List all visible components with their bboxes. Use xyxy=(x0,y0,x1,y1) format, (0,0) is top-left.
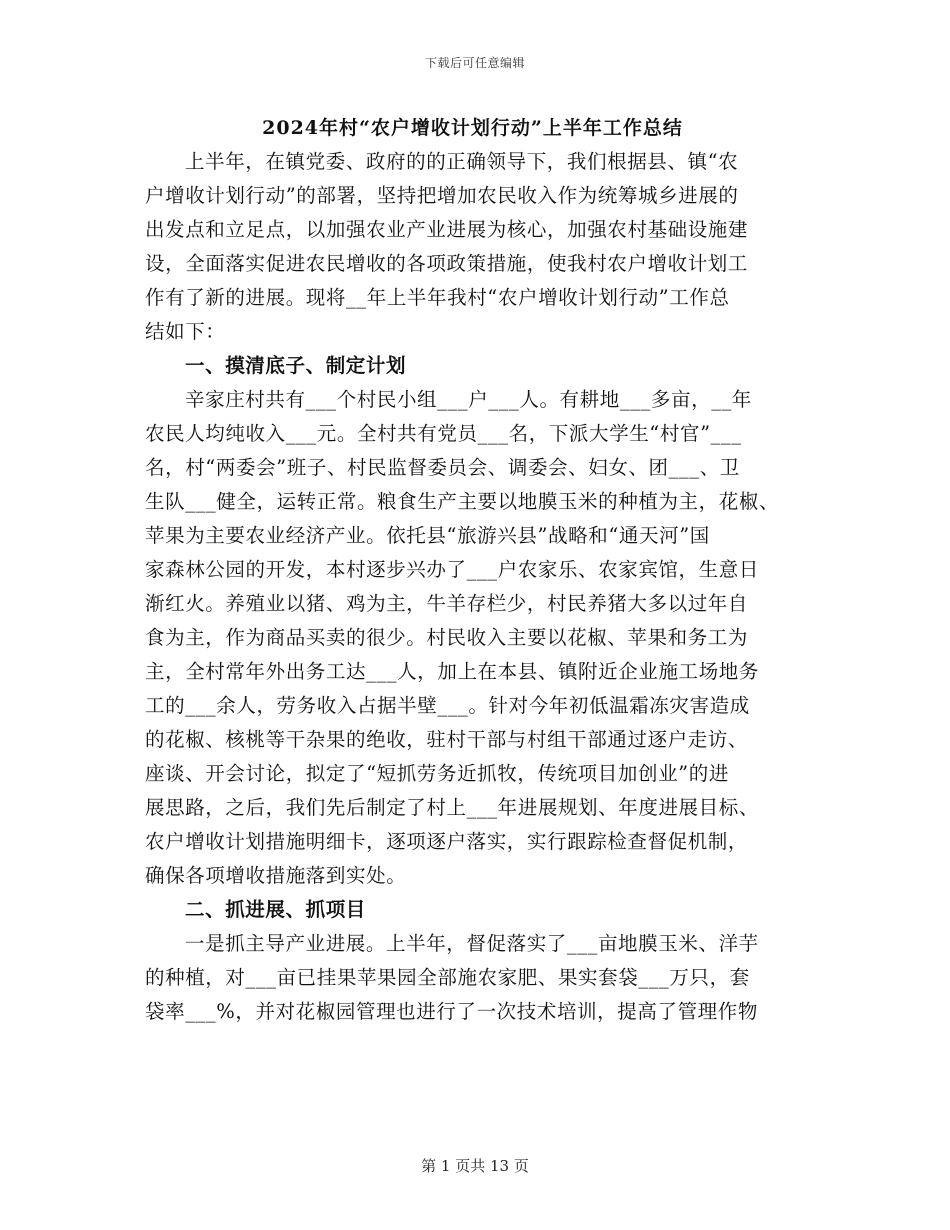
text-line: 结如下： xyxy=(145,320,226,343)
text-line: 设，全面落实促进农民增收的各项政策措施，使我村农户增收计划工 xyxy=(145,252,749,275)
text-line: 确保各项增收措施落到实处。 xyxy=(145,864,407,887)
section-2-heading xyxy=(145,893,815,927)
text-line: 渐红火。养殖业以猪、鸡为主，牛羊存栏少，村民养猪大多以过年自 xyxy=(145,592,749,615)
page-header-note: 下载后可任意编辑 xyxy=(424,56,525,70)
text-line: 上半年，在镇党委、政府的的正确领导下，我们根据县、镇“农 xyxy=(185,150,739,173)
text-line: 作有了新的进展。现将__年上半年我村“农户增收计划行动”工作总 xyxy=(145,286,730,309)
document-body xyxy=(145,145,815,1029)
text-line: 工的___余人，劳务收入占据半壁___。针对今年初低温霜冻灾害造成 xyxy=(145,694,750,717)
text-line: 户增收计划行动”的部署，坚持把增加农民收入作为统筹城乡进展的 xyxy=(145,184,739,207)
page-number: 第 1 页共 13 页 xyxy=(421,1157,529,1175)
text-line: 农户增收计划措施明细卡，逐项逐户落实，实行跟踪检查督促机制， xyxy=(145,830,749,853)
section-heading: 一、摸清底子、制定计划 xyxy=(185,354,407,377)
text-line: 座谈、开会讨论，拟定了“短抓劳务近抓牧，传统项目加创业”的进 xyxy=(145,762,729,785)
text-line: 展思路，之后，我们先后制定了村上___年进展规划、年度进展目标、 xyxy=(145,796,759,819)
intro-paragraph xyxy=(145,145,815,349)
section-heading: 二、抓进展、抓项目 xyxy=(185,898,366,921)
section-1-heading xyxy=(145,349,815,383)
text-line: 名，村“两委会”班子、村民监督委员会、调委会、妇女、团___、卫 xyxy=(145,456,740,479)
text-line: 农民人均纯收入___元。全村共有党员___名，下派大学生“村官”___ xyxy=(145,422,742,445)
section-1-paragraph xyxy=(145,383,815,893)
text-line: 一是抓主导产业进展。上半年，督促落实了___亩地膜玉米、洋芋 xyxy=(185,932,759,955)
text-line: 的种植，对___亩已挂果苹果园全部施农家肥、果实套袋___万只，套 xyxy=(145,966,750,989)
text-line: 生队___健全，运转正常。粮食生产主要以地膜玉米的种植为主，花椒、 xyxy=(145,490,780,513)
text-line: 出发点和立足点，以加强农业产业进展为核心，加强农村基础设施建 xyxy=(145,218,749,241)
text-line: 的花椒、核桃等干杂果的绝收，驻村干部与村组干部通过逐户走访、 xyxy=(145,728,749,751)
text-line: 家森林公园的开发，本村逐步兴办了___户农家乐、农家宾馆，生意日 xyxy=(145,558,759,581)
text-line: 袋率___%，并对花椒园管理也进行了一次技术培训，提高了管理作物 xyxy=(145,1000,758,1023)
section-2-paragraph xyxy=(145,927,815,1029)
text-line: 食为主，作为商品买卖的很少。村民收入主要以花椒、苹果和务工为 xyxy=(145,626,749,649)
document-title: 2024年村“农户增收计划行动”上半年工作总结 xyxy=(262,117,683,139)
text-line: 主，全村常年外出务工达___人，加上在本县、镇附近企业施工场地务 xyxy=(145,660,759,683)
text-line: 苹果为主要农业经济产业。依托县“旅游兴县”战略和“通天河”国 xyxy=(145,524,710,547)
text-line: 辛家庄村共有___个村民小组___户___人。有耕地___多亩，__年 xyxy=(185,388,752,411)
